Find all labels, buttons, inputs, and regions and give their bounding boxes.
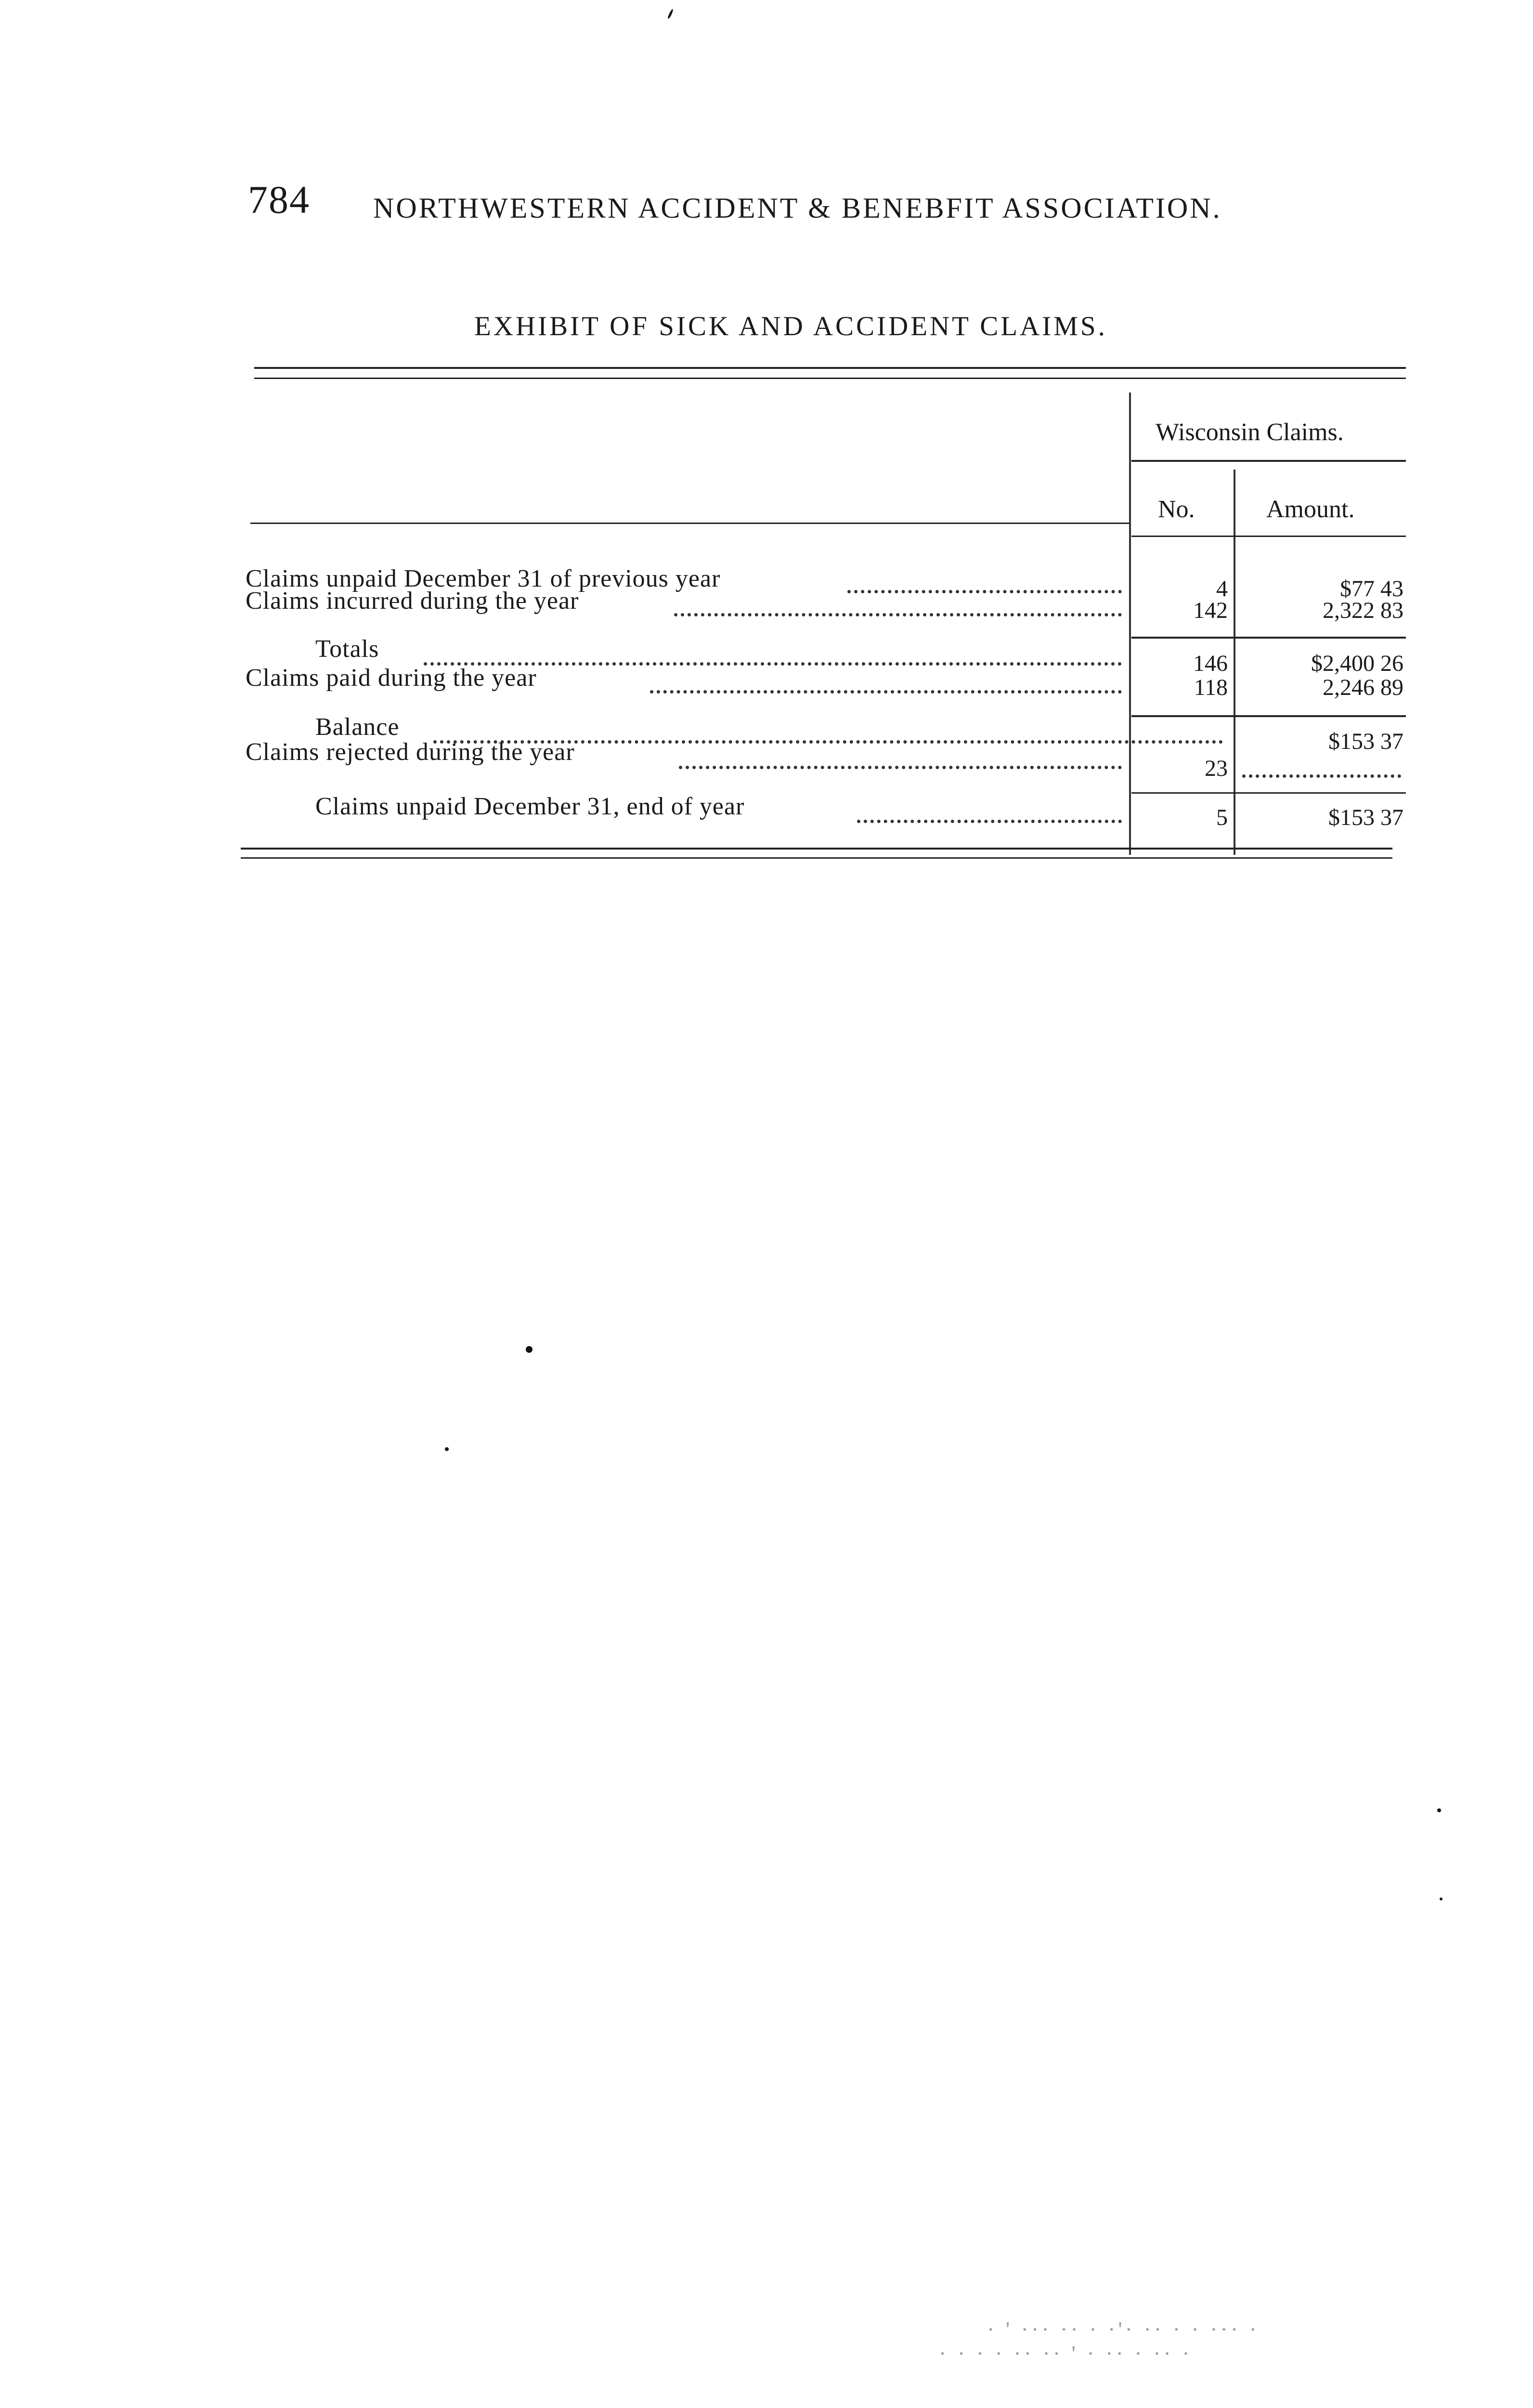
dot-leader bbox=[857, 820, 1122, 823]
row-no-incurred: 142 bbox=[1193, 598, 1228, 623]
row-amount-unpaid-end: $153 37 bbox=[1328, 805, 1403, 830]
row-amount-totals: $2,400 26 bbox=[1311, 651, 1403, 676]
column-divider-label bbox=[1129, 393, 1131, 855]
table-top-rule-inner bbox=[254, 378, 1406, 379]
scan-speck bbox=[445, 1447, 449, 1451]
balance-rule bbox=[1131, 715, 1406, 717]
column-header-no: No. bbox=[1158, 496, 1195, 523]
row-label-unpaid-previous: Claims unpaid December 31 of previous year bbox=[246, 565, 721, 592]
row-label-balance: Balance bbox=[315, 713, 400, 741]
table-top-rule bbox=[254, 367, 1406, 369]
row-label-unpaid-end: Claims unpaid December 31, end of year bbox=[315, 793, 745, 820]
column-group-header: Wisconsin Claims. bbox=[1156, 419, 1344, 446]
table-bottom-rule-inner bbox=[241, 857, 1392, 859]
final-rule bbox=[1131, 792, 1406, 794]
column-group-rule bbox=[1131, 460, 1406, 462]
row-label-incurred: Claims incurred during the year bbox=[246, 587, 579, 615]
dot-leader bbox=[674, 613, 1122, 616]
row-amount-incurred: 2,322 83 bbox=[1323, 598, 1403, 623]
scan-speck bbox=[1437, 1808, 1441, 1812]
row-amount-unpaid-previous: $77 43 bbox=[1340, 576, 1403, 602]
row-no-paid: 118 bbox=[1194, 675, 1228, 700]
header-bottom-rule-label bbox=[250, 523, 1129, 524]
scan-bleed-through: · · · · ·· ·· ' · ·· · ·· · bbox=[939, 2341, 1193, 2366]
row-no-totals: 146 bbox=[1193, 651, 1228, 676]
row-no-rejected: 23 bbox=[1205, 756, 1228, 781]
header-bottom-rule-values bbox=[1131, 536, 1406, 537]
dot-leader bbox=[650, 690, 1122, 694]
scan-bleed-through: · ' ··· ·· · ·'· ·· · · ··· · bbox=[987, 2317, 1260, 2342]
column-header-amount: Amount. bbox=[1266, 496, 1355, 523]
running-title: NORTHWESTERN ACCIDENT & BENEBFIT ASSOCIATION. bbox=[373, 192, 1222, 224]
page-number: 784 bbox=[248, 178, 310, 222]
table-bottom-rule bbox=[241, 848, 1392, 850]
scan-speck bbox=[667, 9, 674, 19]
scan-speck bbox=[526, 1346, 533, 1353]
row-label-rejected: Claims rejected during the year bbox=[246, 738, 575, 766]
row-label-totals: Totals bbox=[315, 635, 379, 663]
dot-leader bbox=[679, 766, 1122, 769]
row-no-unpaid-end: 5 bbox=[1216, 805, 1228, 830]
dot-leader bbox=[1242, 774, 1401, 778]
column-divider-amount bbox=[1234, 470, 1235, 855]
row-amount-balance: $153 37 bbox=[1328, 729, 1403, 754]
scan-speck bbox=[1440, 1898, 1442, 1900]
row-label-paid: Claims paid during the year bbox=[246, 664, 537, 692]
dot-leader bbox=[847, 590, 1122, 593]
row-no-unpaid-previous: 4 bbox=[1216, 576, 1228, 602]
subtotal-rule bbox=[1131, 637, 1406, 639]
row-amount-paid: 2,246 89 bbox=[1323, 675, 1403, 700]
exhibit-title: EXHIBIT OF SICK AND ACCIDENT CLAIMS. bbox=[474, 311, 1107, 341]
